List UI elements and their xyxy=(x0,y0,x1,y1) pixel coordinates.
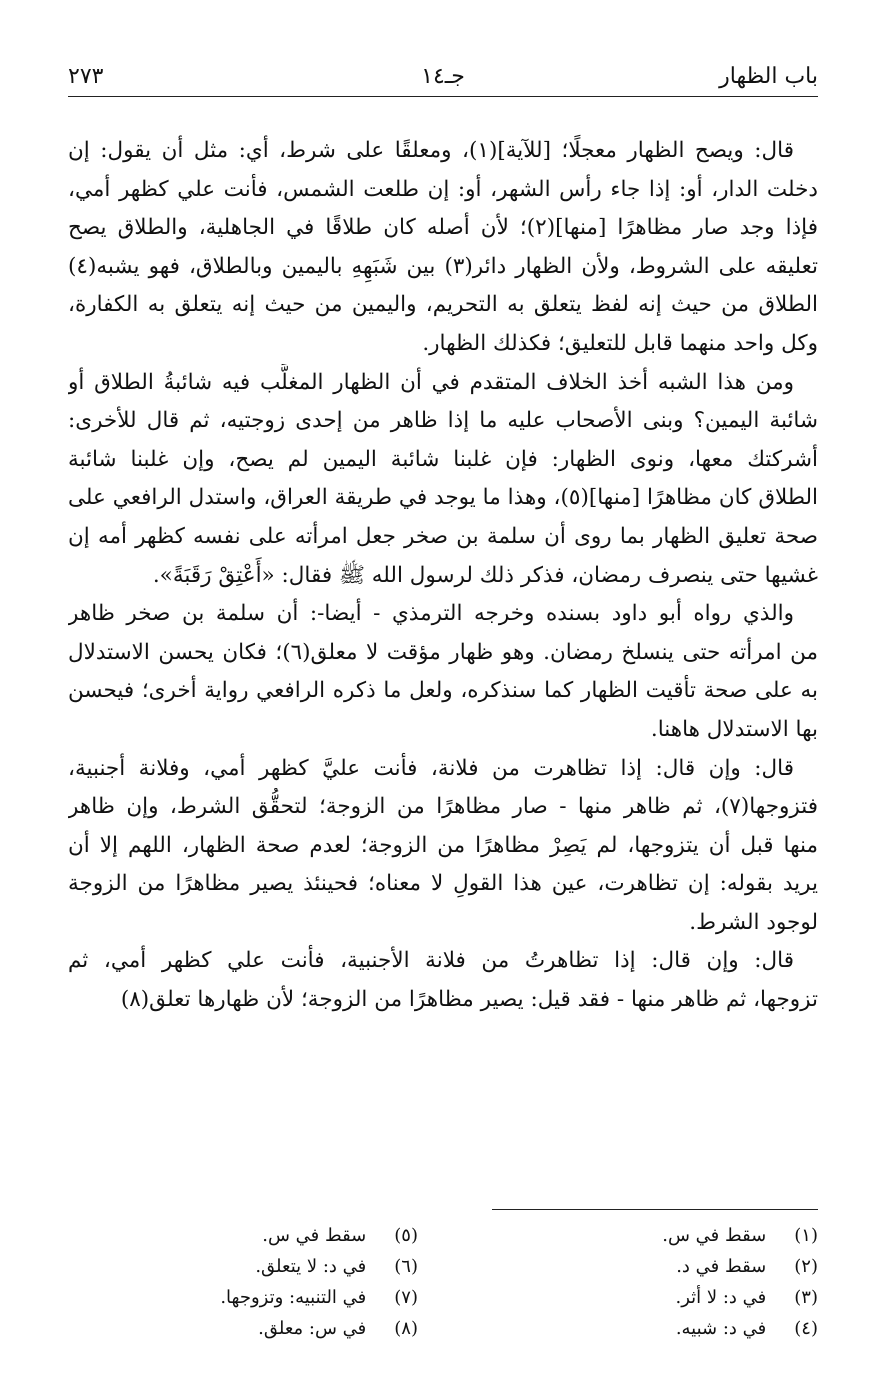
footnote-number: (٢) xyxy=(794,1256,818,1277)
text-line: دخلت الدار، أو: إذا جاء رأس الشهر، أو: إن طلعت الشمس، فأنت علي كظهر أمي، xyxy=(68,176,818,202)
paragraph xyxy=(68,595,818,749)
text-line: تزوجها، ثم ظاهر منها - فقد قيل: يصير مظاهرًا من الزوجة؛ لأن ظهارها تعلق(٨) xyxy=(120,987,818,1013)
footnote-text: في س: معلق. xyxy=(258,1318,367,1339)
text-line: يريد بقوله: إن تظاهرت، عين هذا القولِ لا معناه؛ فحينئذ يصير مظاهرًا من الزوجة xyxy=(68,871,818,897)
footnote xyxy=(478,1251,818,1282)
footnotes-column-left xyxy=(78,1220,418,1344)
footnote xyxy=(78,1251,418,1282)
text-line: والذي رواه أبو داود بسنده وخرجه الترمذي - أيضا-: أن سلمة بن صخر ظاهر xyxy=(68,601,794,627)
footnote-separator xyxy=(492,1209,818,1210)
text-line: صحة تعليق الظهار بما روى أن سلمة بن صخر جعل امرأته على نفسه كظهر أمه إن xyxy=(68,523,818,549)
footnote-number: (٨) xyxy=(394,1318,418,1339)
text-line: شائبة اليمين؟ وبنى الأصحاب عليه ما إذا ظاهر من إحدى زوجتيه، ثم قال للأخرى: xyxy=(68,408,818,434)
footnote-text: في التنبيه: وتزوجها. xyxy=(220,1287,367,1308)
paragraph xyxy=(68,132,818,364)
footnote-number: (٣) xyxy=(794,1287,818,1308)
text-line: فإذا وجد صار مظاهرًا [منها](٢)؛ لأن أصله كان طلاقًا في الجاهلية، والطلاق يصح xyxy=(68,215,818,241)
text-line: لوجود الشرط. xyxy=(689,909,818,935)
footnote xyxy=(478,1313,818,1344)
footnote xyxy=(478,1220,818,1251)
text-line: به على صحة تأقيت الظهار كما سنذكره، ولعل ما ذكره الرافعي رواية أخرى؛ فيحسن xyxy=(68,678,818,704)
text-line: الطلاق من حيث إنه لفظ يتعلق به التحريم، واليمين من حيث إنه يتعلق به الكفارة، xyxy=(68,292,818,318)
footnote-text: سقط في س. xyxy=(662,1225,767,1246)
running-header xyxy=(68,54,818,97)
paragraph xyxy=(68,364,818,596)
text-line: غشيها حتى ينصرف رمضان، فذكر ذلك لرسول الله ﷺ فقال: «أَعْتِقْ رَقَبَةً». xyxy=(152,562,818,588)
paragraph xyxy=(68,750,818,943)
footnote-number: (٦) xyxy=(394,1256,418,1277)
text-line: قال: ويصح الظهار معجلًا؛ [للآية](١)، ومعلقًا على شرط، أي: مثل أن يقول: إن xyxy=(68,138,794,163)
text-line: الطلاق كان مظاهرًا [منها](٥)، وهذا ما يوجد في طريقة العراق، واستدل الرافعي على xyxy=(68,485,818,511)
text-line: منها قبل أن يتزوجها، لم يَصِرْ مظاهرًا من الزوجة؛ لعدم صحة الظهار، اللهم إلا أن xyxy=(68,832,818,858)
paragraph xyxy=(68,942,818,1019)
footnote xyxy=(78,1313,418,1344)
chapter-title: باب الظهار xyxy=(719,64,818,89)
footnote-text: سقط في س. xyxy=(262,1225,367,1246)
text-line: تعليقه على الشروط، ولأن الظهار دائر(٣) بين شَبَهِهِ باليمين وبالطلاق، فهو يشبه(٤) xyxy=(68,253,818,279)
footnote xyxy=(478,1282,818,1313)
text-line: قال: وإن قال: إذا تظاهرت من فلانة، فأنت عليَّ كظهر أمي، وفلانة أجنبية، xyxy=(68,755,794,781)
footnote xyxy=(78,1220,418,1251)
footnote-number: (٥) xyxy=(394,1225,418,1246)
footnotes-column-right xyxy=(478,1220,818,1344)
footnote-number: (١) xyxy=(794,1225,818,1246)
text-line: قال: وإن قال: إذا تظاهرتُ من فلانة الأجنبية، فأنت علي كظهر أمي، ثم xyxy=(68,948,794,974)
text-line: ومن هذا الشبه أخذ الخلاف المتقدم في أن الظهار المغلَّب فيه شائبةُ الطلاق أو xyxy=(68,369,794,395)
footnotes xyxy=(68,1220,818,1350)
text-line: أشركتك معها، ونوى الظهار: فإن غلبنا شائبة اليمين لم يصح، وإن غلبنا شائبة xyxy=(68,446,818,472)
book-page xyxy=(68,54,818,1354)
main-text xyxy=(68,132,818,1020)
footnote-number: (٧) xyxy=(394,1287,418,1308)
text-line: من امرأته حتى ينسلخ رمضان. وهو ظهار مؤقت لا معلق(٦)؛ فكان يحسن الاستدلال xyxy=(68,639,818,665)
page-number: ٢٧٣ xyxy=(68,64,104,89)
text-line: فتزوجها(٧)، ثم ظاهر منها - صار مظاهرًا من الزوجة؛ لتحقُّق الشرط، وإن ظاهر xyxy=(68,794,818,820)
text-line: وكل واحد منهما قابل للتعليق؛ فكذلك الظهار. xyxy=(422,330,818,356)
footnote-number: (٤) xyxy=(794,1318,818,1339)
footnote xyxy=(78,1282,418,1313)
volume-label: جـ١٤ xyxy=(421,64,465,89)
footnote-text: في د: لا يتعلق. xyxy=(255,1256,367,1277)
footnote-text: في د: شبيه. xyxy=(675,1318,767,1339)
footnote-text: سقط في د. xyxy=(676,1256,767,1277)
footnote-text: في د: لا أثر. xyxy=(675,1287,767,1308)
text-line: بها الاستدلال هاهنا. xyxy=(650,716,818,742)
